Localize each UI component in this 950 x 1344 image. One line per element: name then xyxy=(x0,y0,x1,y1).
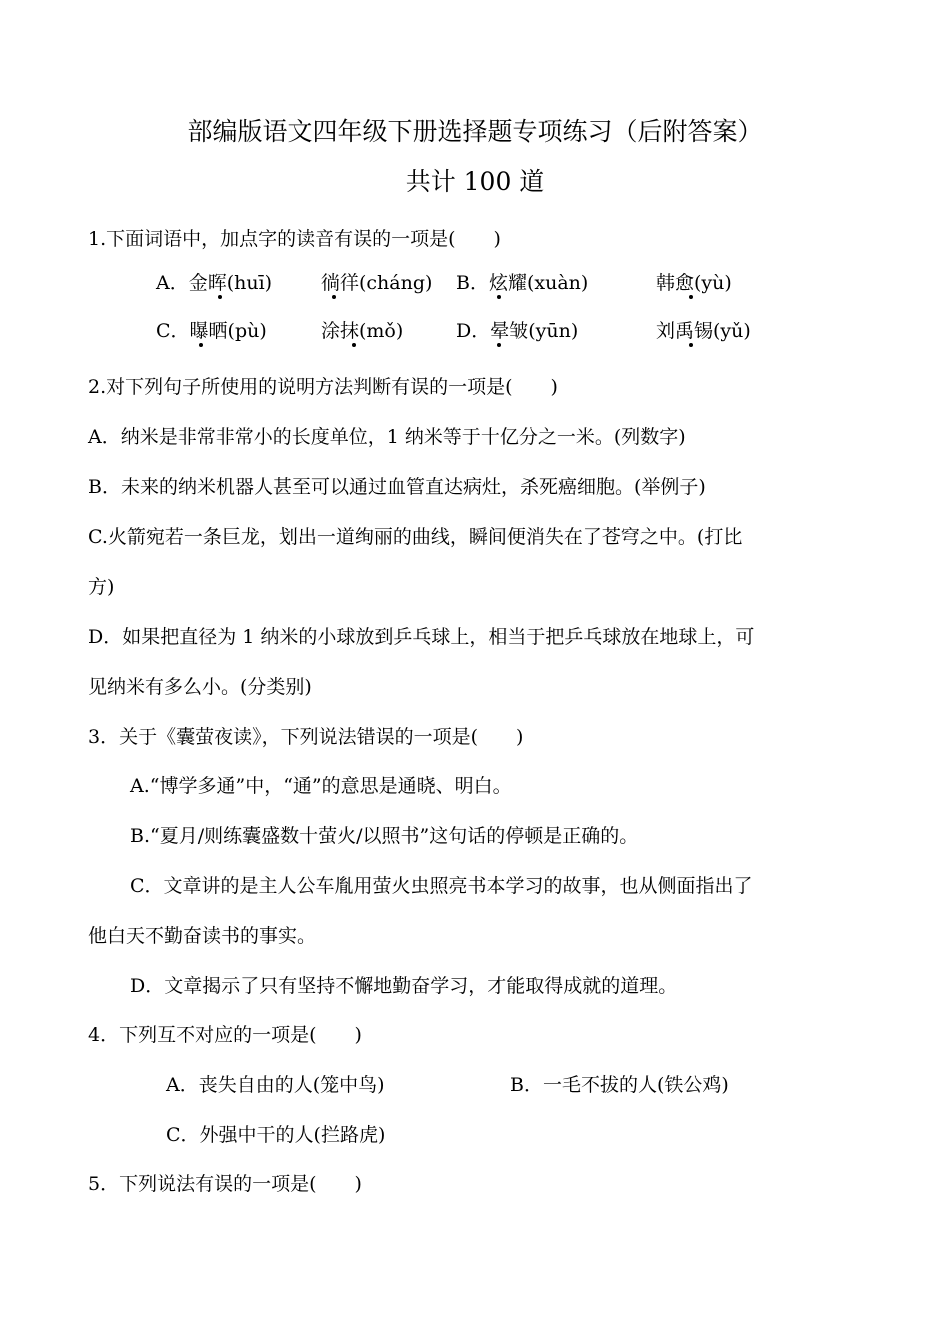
question-2-option-c-cont: 方) xyxy=(88,576,115,598)
question-1-option-b: B．炫耀(xuàn) xyxy=(456,272,589,294)
question-2-stem: 2.对下列句子所使用的说明方法判断有误的一项是( ) xyxy=(88,376,558,398)
question-1-option-b-word2: 韩愈(yù) xyxy=(656,272,732,294)
question-1-option-a: A．金晖(huī) xyxy=(156,272,273,294)
question-2-option-b: B．未来的纳米机器人甚至可以通过血管直达病灶，杀死癌细胞。(举例子) xyxy=(88,476,706,498)
question-3-option-c-cont: 他白天不勤奋读书的事实。 xyxy=(88,925,317,947)
emphasis-dot xyxy=(497,295,501,299)
question-1-option-c-word2: 涂抹(mǒ) xyxy=(321,320,404,342)
question-3-option-d: D．文章揭示了只有坚持不懈地勤奋学习，才能取得成就的道理。 xyxy=(130,975,678,997)
emphasis-dot xyxy=(352,343,356,347)
question-2-option-c: C.火箭宛若一条巨龙，划出一道绚丽的曲线，瞬间便消失在了苍穹之中。(打比 xyxy=(88,526,743,548)
emphasis-dot xyxy=(332,295,336,299)
question-1-stem: 1.下面词语中，加点字的读音有误的一项是( ) xyxy=(88,228,501,250)
question-4-stem: 4．下列互不对应的一项是( ) xyxy=(88,1024,362,1046)
question-3-option-c: C．文章讲的是主人公车胤用萤火虫照亮书本学习的故事，也从侧面指出了 xyxy=(130,875,753,897)
emphasis-dot xyxy=(199,343,203,347)
question-3-stem: 3．关于《囊萤夜读》，下列说法错误的一项是( ) xyxy=(88,726,524,748)
emphasis-dot xyxy=(497,343,501,347)
question-1-option-c: C．曝晒(pù) xyxy=(156,320,267,342)
emphasis-dot xyxy=(218,295,222,299)
question-2-option-d: D．如果把直径为 1 纳米的小球放到乒乓球上，相当于把乒乓球放在地球上，可 xyxy=(88,626,755,648)
page-subtitle: 共计 100 道 xyxy=(405,167,545,196)
emphasis-dot xyxy=(689,343,693,347)
question-2-option-a: A．纳米是非常非常小的长度单位，1 纳米等于十亿分之一米。(列数字) xyxy=(88,426,686,448)
question-3-option-b: B.“夏月/则练囊盛数十萤火/以照书”这句话的停顿是正确的。 xyxy=(130,825,639,847)
question-3-option-a: A.“博学多通”中，“通”的意思是通晓、明白。 xyxy=(130,775,512,797)
page-title: 部编版语文四年级下册选择题专项练习（后附答案） xyxy=(187,117,763,146)
question-1-option-d: D．晕皱(yūn) xyxy=(456,320,579,342)
question-4-option-a: A．丧失自由的人(笼中鸟) xyxy=(166,1074,385,1096)
question-4-option-c: C．外强中干的人(拦路虎) xyxy=(166,1124,386,1146)
question-1-option-d-word2: 刘禹锡(yǔ) xyxy=(656,320,751,342)
emphasis-dot xyxy=(689,295,693,299)
question-2-option-d-cont: 见纳米有多么小。(分类别) xyxy=(88,676,312,698)
question-1-option-a-word2: 徜徉(cháng) xyxy=(321,272,433,294)
question-5-stem: 5．下列说法有误的一项是( ) xyxy=(88,1173,362,1195)
question-4-option-b: B．一毛不拔的人(铁公鸡) xyxy=(510,1074,729,1096)
